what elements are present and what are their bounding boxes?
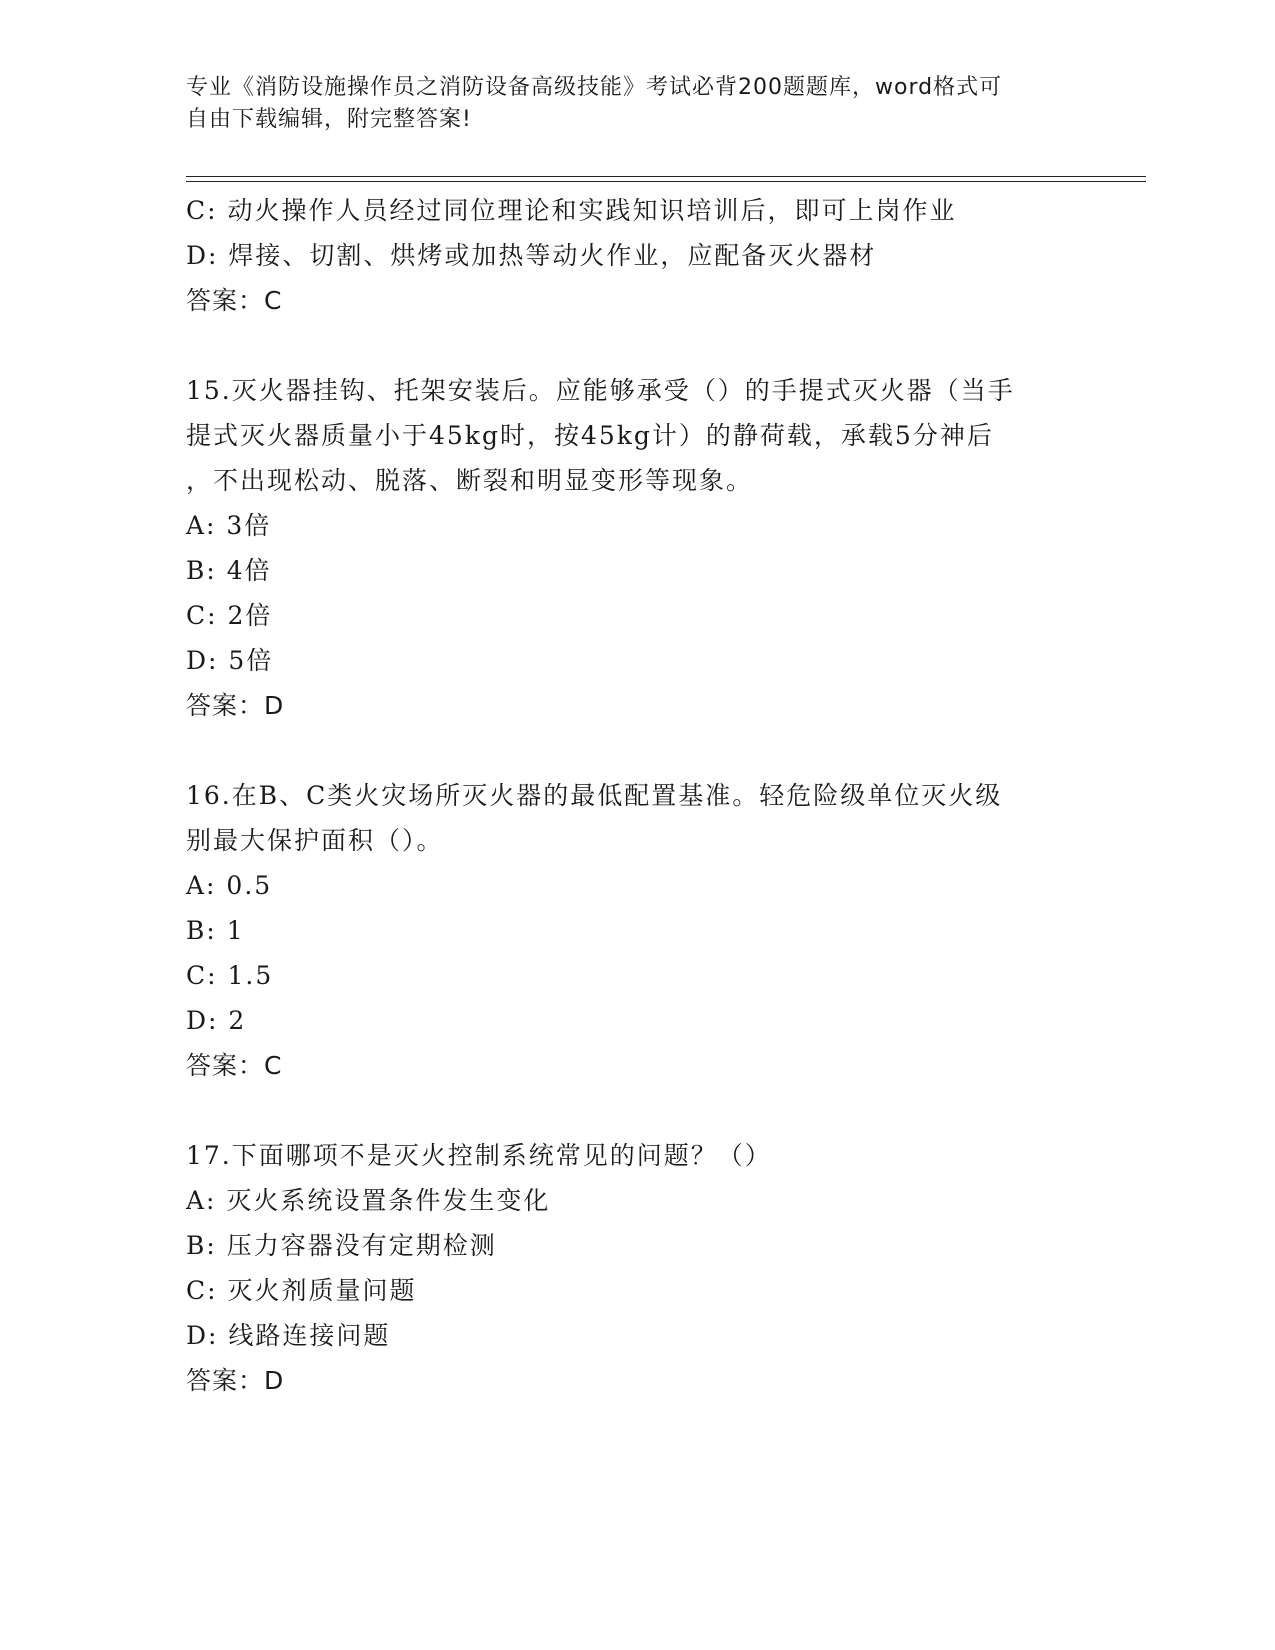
q15-option-c: C: 2倍 bbox=[186, 601, 273, 630]
prev-option-c: C: 动火操作人员经过同位理论和实践知识培训后，即可上岗作业 bbox=[186, 196, 957, 225]
header-line-1: 专业《消防设施操作员之消防设备高级技能》考试必背200题题库，word格式可 bbox=[186, 75, 1003, 100]
q17-option-b: B: 压力容器没有定期检测 bbox=[186, 1231, 497, 1260]
q15-option-d: D: 5倍 bbox=[186, 646, 274, 675]
q16-stem-line-2: 别最大保护面积（）。 bbox=[186, 826, 444, 855]
prev-option-d: D: 焊接、切割、烘烤或加热等动火作业，应配备灭火器材 bbox=[186, 241, 877, 270]
q15-answer: 答案：D bbox=[186, 691, 285, 720]
q16-option-c: C: 1.5 bbox=[186, 961, 274, 990]
header-rule-bottom bbox=[186, 181, 1146, 182]
q16-option-b: B: 1 bbox=[186, 916, 245, 945]
q17-option-d: D: 线路连接问题 bbox=[186, 1321, 391, 1350]
q17-stem-line-1: 17.下面哪项不是灭火控制系统常见的问题？（） bbox=[186, 1141, 772, 1170]
q15-stem-line-1: 15.灭火器挂钩、托架安装后。应能够承受（）的手提式灭火器（当手 bbox=[186, 376, 1015, 405]
q15-stem-line-2: 提式灭火器质量小于45kg时，按45kg计）的静荷载，承载5分神后 bbox=[186, 421, 994, 450]
q16-stem-line-1: 16.在B、C类火灾场所灭火器的最低配置基准。轻危险级单位灭火级 bbox=[186, 781, 1003, 810]
header-line-2: 自由下载编辑，附完整答案! bbox=[186, 107, 472, 132]
q15-stem-line-3: ，不出现松动、脱落、断裂和明显变形等现象。 bbox=[186, 466, 754, 495]
q15-option-a: A: 3倍 bbox=[186, 511, 272, 540]
document-body bbox=[186, 188, 1086, 1403]
header-rule-top bbox=[186, 176, 1146, 177]
q17-option-a: A: 灭火系统设置条件发生变化 bbox=[186, 1186, 551, 1215]
document-header bbox=[186, 72, 1066, 136]
q17-option-c: C: 灭火剂质量问题 bbox=[186, 1276, 417, 1305]
q17-answer: 答案：D bbox=[186, 1366, 285, 1395]
q16-option-a: A: 0.5 bbox=[186, 871, 273, 900]
q16-answer: 答案：C bbox=[186, 1051, 283, 1080]
q15-option-b: B: 4倍 bbox=[186, 556, 272, 585]
prev-answer: 答案：C bbox=[186, 286, 283, 315]
q16-option-d: D: 2 bbox=[186, 1006, 247, 1035]
